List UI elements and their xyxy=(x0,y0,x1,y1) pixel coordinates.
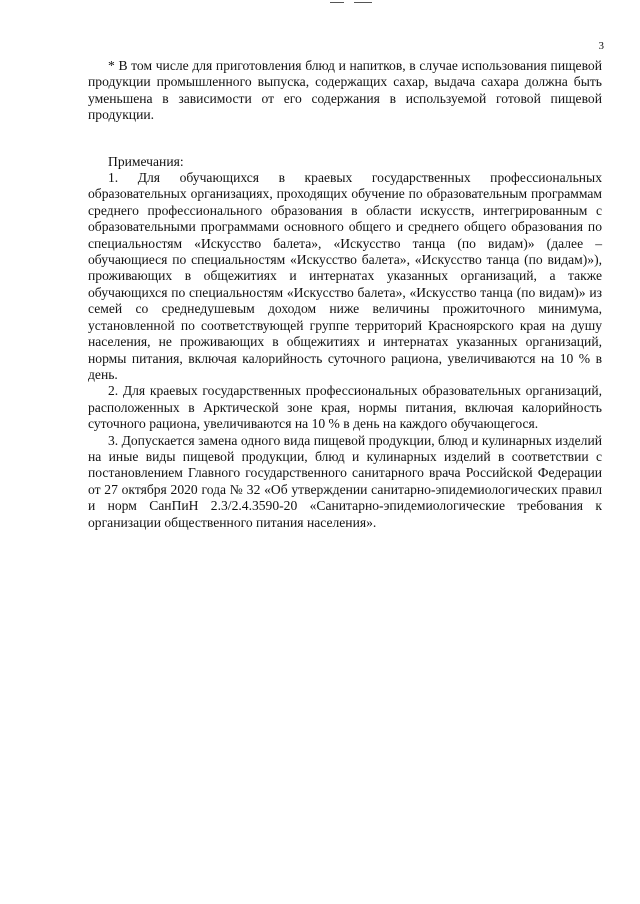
scan-artifact-marks xyxy=(330,0,374,6)
notes-title: Примечания: xyxy=(108,153,184,169)
document-body xyxy=(88,58,602,531)
note-item-2: 2. Для краевых государственных профессиональных образовательных организаций, расположенных в Арктической зоне края, нормы питания, включая калорийность суточного рациона, увеличиваются на 10 % в день на каждого обучающегося. xyxy=(88,383,602,432)
sugar-footnote: * В том числе для приготовления блюд и напитков, в случае использования пищевой продукции промышленного выпуска, содержащих сахар, выдача сахара должна быть уменьшена в зависимости от его содержания в используемой готовой пищевой продукции. xyxy=(88,58,602,123)
note-item-1: 1. Для обучающихся в краевых государственных профессиональных образовательных организациях, проходящих обучение по образовательным программам среднего профессионального образования в области искусств, интегрированным с образовательными программами основного общего и среднего общего образования по специальностям «Искусство балета», «Искусство танца (по видам)» (далее – обучающиеся по специальностям «Искусство балета», «Искусство танца (по видам)»), проживающих в общежитиях и интернатах указанных организаций, а также обучающихся по специальностям «Искусство балета», «Искусство танца (по видам)» из семей со среднедушевым доходом ниже величины прожиточного минимума, установленной по соответствующей группе территорий Красноярского края на душу населения, не проживающих в общежитиях и интернатах указанных организаций, нормы питания, включая калорийность суточного рациона, увеличиваются на 10 % в день. xyxy=(88,170,602,382)
page-number: 3 xyxy=(598,40,604,52)
note-item-3: 3. Допускается замена одного вида пищевой продукции, блюд и кулинарных изделий на иные виды пищевой продукции, блюд и кулинарных изделий в соответствии с постановлением Главного государственного санитарного врача Российской Федерации от 27 октября 2020 года № 32 «Об утверждении санитарно-эпидемиологических правил и норм СанПиН 2.3/2.4.3590-20 «Санитарно-эпидемиологические требования к организации общественного питания населения». xyxy=(88,432,602,530)
